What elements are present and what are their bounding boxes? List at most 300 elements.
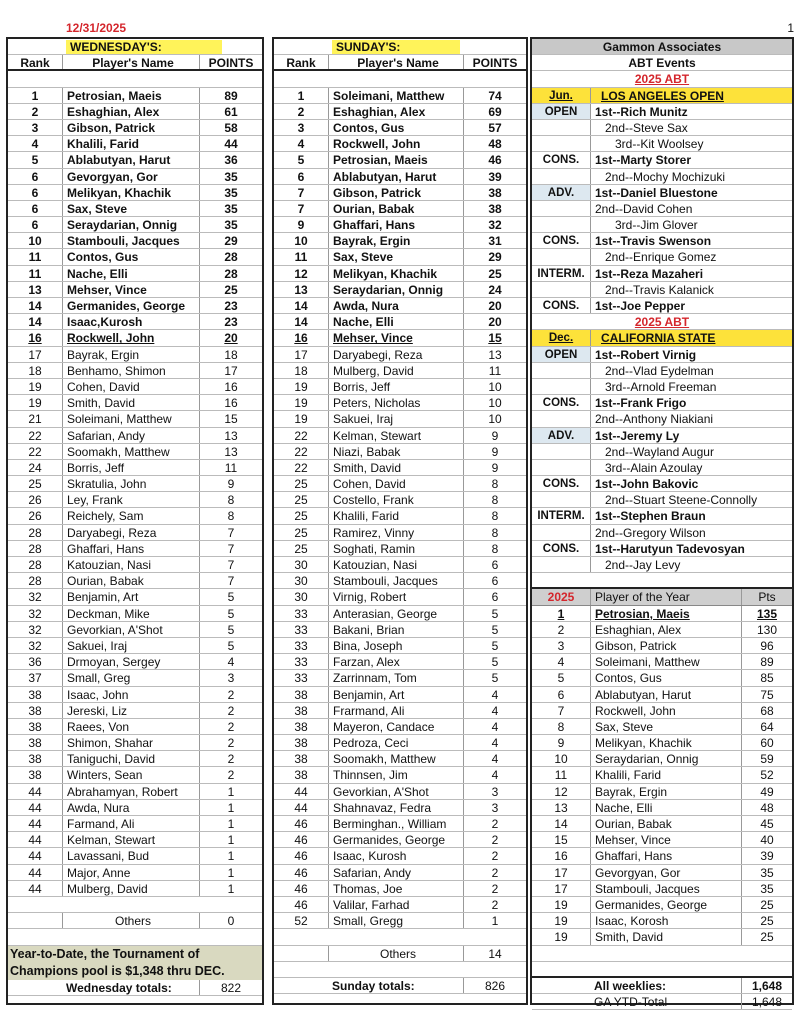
points-cell: 6 <box>491 558 499 572</box>
event-result-row <box>532 395 792 411</box>
table-row <box>8 573 262 589</box>
result-text: 1st--Stephen Braun <box>595 509 706 524</box>
table-row <box>274 136 526 152</box>
event-result-row <box>532 282 792 298</box>
player-name: Abrahamyan, Robert <box>63 784 200 799</box>
rank-cell: 13 <box>274 282 329 297</box>
table-row <box>274 185 526 201</box>
poy-name: Eshaghian, Alex <box>591 622 742 637</box>
player-name: Benjamin, Art <box>329 687 464 702</box>
table-row <box>274 298 526 314</box>
points-cell: 25 <box>224 282 238 297</box>
rank-cell: 46 <box>274 897 329 912</box>
player-name: Frarmand, Ali <box>329 703 464 718</box>
event-name: LOS ANGELES OPEN <box>601 88 724 103</box>
event-year-row <box>532 71 792 87</box>
points-cell: 7 <box>227 541 235 556</box>
table-row <box>274 687 526 703</box>
table-row <box>274 152 526 168</box>
name-header: Player's Name <box>63 55 200 69</box>
sunday-others-row <box>274 946 526 962</box>
rank-cell: 22 <box>8 444 63 459</box>
poy-rank: 17 <box>532 881 591 896</box>
points-cell: 1 <box>227 817 235 831</box>
rank-cell: 1 <box>8 88 63 103</box>
player-name: Peters, Nicholas <box>329 395 464 410</box>
event-header-row <box>532 330 792 346</box>
poy-rank: 17 <box>532 865 591 880</box>
points-header: POINTS <box>472 56 518 71</box>
player-name: Daryabegi, Reza <box>63 525 200 540</box>
table-row <box>274 314 526 330</box>
event-result-row <box>532 152 792 168</box>
player-name: Seraydarian, Onnig <box>63 217 200 232</box>
event-result-row <box>532 508 792 524</box>
player-name: Katouzian, Nasi <box>63 557 200 572</box>
division-label <box>532 282 591 297</box>
table-row <box>8 848 262 864</box>
points-cell: 61 <box>224 104 238 119</box>
gammon-panel <box>530 37 794 1010</box>
rank-cell: 12 <box>274 266 329 281</box>
rank-cell: 19 <box>274 379 329 394</box>
points-cell: 7 <box>227 525 235 540</box>
table-row <box>274 379 526 395</box>
rank-cell: 37 <box>8 670 63 685</box>
table-row <box>8 589 262 605</box>
rank-cell: 28 <box>8 557 63 572</box>
rank-cell: 19 <box>274 395 329 410</box>
poy-points: 96 <box>760 638 774 653</box>
points-cell: 58 <box>224 120 238 135</box>
result-text: 1st--Rich Munitz <box>595 104 688 119</box>
poy-name: Ablabutyan, Harut <box>591 687 742 702</box>
rank-cell: 38 <box>8 719 63 734</box>
player-name: Thomas, Joe <box>329 881 464 896</box>
player-name: Ghaffari, Hans <box>329 217 464 232</box>
table-row <box>8 136 262 152</box>
rank-cell: 38 <box>8 735 63 750</box>
poy-name: Gibson, Patrick <box>591 638 742 653</box>
poy-points: 48 <box>760 800 774 815</box>
rank-cell: 25 <box>274 492 329 507</box>
table-row <box>274 767 526 783</box>
poy-row <box>532 784 792 800</box>
rank-cell: 10 <box>8 233 63 248</box>
poy-header <box>532 589 792 605</box>
rank-header: Rank <box>8 55 63 69</box>
division-label <box>532 460 591 475</box>
rank-cell: 30 <box>274 589 329 604</box>
result-text: 2nd--Gregory Wilson <box>595 525 706 540</box>
player-name: Soleimani, Matthew <box>329 88 464 103</box>
player-name: Bakani, Brian <box>329 622 464 637</box>
rank-cell: 16 <box>8 330 63 345</box>
ytd-line-2: Champions pool is $1,348 thru DEC. <box>8 963 262 980</box>
rank-cell: 19 <box>8 395 63 410</box>
poy-name: Germanides, George <box>591 897 742 912</box>
rank-cell: 46 <box>274 832 329 847</box>
table-row <box>274 654 526 670</box>
points-cell: 11 <box>488 363 502 378</box>
gammon-title: Gammon Associates <box>602 40 722 54</box>
result-text: 1st--Jeremy Ly <box>595 428 680 443</box>
points-cell: 69 <box>488 104 502 119</box>
rank-cell: 7 <box>274 201 329 216</box>
event-result-row <box>532 541 792 557</box>
points-cell: 2 <box>491 833 499 848</box>
division-label <box>532 201 591 216</box>
points-cell: 8 <box>491 509 499 524</box>
table-row <box>8 169 262 185</box>
poy-points: 89 <box>760 655 774 670</box>
poy-row <box>532 735 792 751</box>
points-cell: 20 <box>488 299 502 313</box>
points-cell: 2 <box>491 881 499 896</box>
player-name: Virnig, Robert <box>329 589 464 604</box>
points-cell: 4 <box>227 655 235 670</box>
points-cell: 1 <box>227 800 235 815</box>
rank-cell: 14 <box>8 298 63 313</box>
table-row <box>274 217 526 233</box>
rank-cell: 38 <box>8 703 63 718</box>
division-label: ADV. <box>532 185 591 200</box>
rank-cell: 28 <box>8 525 63 540</box>
player-name: Rockwell, John <box>63 330 200 345</box>
table-row <box>274 751 526 767</box>
poy-row <box>532 913 792 929</box>
rank-cell: 25 <box>274 541 329 556</box>
rank-cell: 25 <box>274 508 329 523</box>
player-name: Costello, Frank <box>329 492 464 507</box>
poy-rank: 2 <box>532 622 591 637</box>
rank-cell: 28 <box>8 573 63 588</box>
division-label: INTERM. <box>532 266 591 281</box>
player-name: Zarrinnam, Tom <box>329 670 464 685</box>
player-name: Gibson, Patrick <box>329 185 464 200</box>
poy-name: Gevorgyan, Gor <box>591 865 742 880</box>
table-row <box>274 460 526 476</box>
table-row <box>8 800 262 816</box>
poy-row <box>532 865 792 881</box>
rank-cell: 32 <box>8 638 63 653</box>
points-cell: 2 <box>491 865 499 880</box>
player-name: Berminghan., William <box>329 816 464 831</box>
wednesday-rows <box>8 88 262 897</box>
poy-name: Ghaffari, Hans <box>591 848 742 863</box>
ytd-total-label: GA YTD-Total <box>532 994 742 1009</box>
table-row <box>8 104 262 120</box>
points-cell: 20 <box>224 331 238 346</box>
rank-cell: 33 <box>274 670 329 685</box>
player-name: Cohen, David <box>329 476 464 491</box>
table-row <box>8 784 262 800</box>
poy-rows <box>532 606 792 946</box>
table-row <box>274 541 526 557</box>
poy-rank: 4 <box>532 654 591 669</box>
table-row <box>8 120 262 136</box>
poy-row <box>532 719 792 735</box>
rank-cell: 25 <box>8 476 63 491</box>
player-name: Smith, David <box>329 460 464 475</box>
division-label <box>532 217 591 232</box>
poy-points: 35 <box>760 881 774 896</box>
player-name: Benjamin, Art <box>63 589 200 604</box>
poy-name: Sax, Steve <box>591 719 742 734</box>
points-cell: 38 <box>488 185 502 200</box>
table-row <box>8 816 262 832</box>
points-cell: 5 <box>227 638 235 653</box>
table-row <box>274 865 526 881</box>
rank-cell: 46 <box>274 881 329 896</box>
poy-rank: 14 <box>532 816 591 831</box>
spacer-row <box>532 946 792 962</box>
points-cell: 18 <box>224 347 238 362</box>
player-name: Stambouli, Jacques <box>63 233 200 248</box>
points-cell: 31 <box>488 234 502 249</box>
points-cell: 2 <box>491 817 499 831</box>
poy-rank: 10 <box>532 751 591 766</box>
table-row <box>274 913 526 929</box>
player-name: Deckman, Mike <box>63 606 200 621</box>
rank-cell: 2 <box>8 104 63 119</box>
table-row <box>274 606 526 622</box>
rank-cell: 44 <box>8 848 63 863</box>
rank-cell: 14 <box>274 298 329 313</box>
points-cell: 23 <box>224 315 238 330</box>
player-name: Gevorgyan, Gor <box>63 169 200 184</box>
rank-cell: 7 <box>274 185 329 200</box>
poy-points: 35 <box>760 865 774 880</box>
rank-cell: 33 <box>274 638 329 653</box>
poy-points: 64 <box>760 719 774 734</box>
table-row <box>274 428 526 444</box>
table-row <box>8 654 262 670</box>
rank-cell: 30 <box>274 573 329 588</box>
wednesday-title: WEDNESDAY'S: <box>66 40 222 54</box>
table-row <box>274 800 526 816</box>
event-result-row <box>532 233 792 249</box>
table-row <box>8 687 262 703</box>
poy-rank: 15 <box>532 832 591 847</box>
player-name: Germanides, George <box>329 832 464 847</box>
points-cell: 4 <box>491 719 499 734</box>
rank-cell: 14 <box>8 314 63 329</box>
player-name: Isaac, John <box>63 687 200 702</box>
points-cell: 2 <box>227 719 235 734</box>
all-weeklies-row <box>532 978 792 994</box>
player-name: Major, Anne <box>63 865 200 880</box>
rank-cell: 4 <box>274 136 329 151</box>
points-cell: 9 <box>227 477 235 492</box>
points-cell: 1 <box>227 881 235 896</box>
division-label <box>532 492 591 507</box>
poy-rank: 19 <box>532 929 591 944</box>
player-name: Taniguchi, David <box>63 751 200 766</box>
poy-name: Petrosian, Maeis <box>591 606 742 621</box>
sunday-rows <box>274 88 526 930</box>
rank-cell: 6 <box>274 169 329 184</box>
wednesday-column-header <box>8 55 262 71</box>
points-cell: 15 <box>224 412 238 427</box>
rank-cell: 44 <box>274 784 329 799</box>
table-row <box>8 217 262 233</box>
points-cell: 2 <box>227 768 235 783</box>
poy-points: 75 <box>760 687 774 702</box>
table-row <box>8 88 262 104</box>
points-cell: 9 <box>491 460 499 475</box>
result-text: 2nd--Stuart Steene-Connolly <box>605 493 758 508</box>
player-name: Small, Gregg <box>329 913 464 928</box>
division-label <box>532 411 591 426</box>
division-label: CONS. <box>532 476 591 491</box>
top-bar <box>6 20 794 36</box>
result-text: 2nd--Steve Sax <box>605 120 688 135</box>
report-date: 12/31/2025 <box>66 21 127 35</box>
others-points: 14 <box>488 946 502 961</box>
table-row <box>8 557 262 573</box>
player-name: Ourian, Babak <box>329 201 464 216</box>
points-cell: 10 <box>488 379 502 394</box>
others-label: Others <box>63 913 200 928</box>
division-label <box>532 379 591 394</box>
table-row <box>274 573 526 589</box>
poy-row <box>532 816 792 832</box>
sunday-column-header <box>274 55 526 71</box>
table-row <box>8 330 262 346</box>
division-label: OPEN <box>532 104 591 119</box>
player-name: Ablabutyan, Harut <box>329 169 464 184</box>
division-label <box>532 169 591 184</box>
points-cell: 5 <box>227 606 235 621</box>
rank-cell: 6 <box>8 169 63 184</box>
division-label: CONS. <box>532 395 591 410</box>
rank-cell: 4 <box>8 136 63 151</box>
player-name: Eshaghian, Alex <box>329 104 464 119</box>
player-name: Benhamo, Shimon <box>63 363 200 378</box>
result-text: 1st--Joe Pepper <box>595 299 686 313</box>
points-header: POINTS <box>208 56 254 71</box>
rank-cell: 19 <box>274 411 329 426</box>
table-row <box>8 298 262 314</box>
points-cell: 15 <box>488 331 502 346</box>
points-cell: 8 <box>227 493 235 508</box>
wednesday-others-row <box>8 913 262 929</box>
points-cell: 9 <box>491 444 499 459</box>
result-text: 1st--Marty Storer <box>595 153 692 168</box>
points-cell: 13 <box>488 347 502 362</box>
points-cell: 48 <box>488 137 502 152</box>
division-label <box>532 525 591 540</box>
player-name: Khalili, Farid <box>63 136 200 151</box>
player-name: Small, Greg <box>63 670 200 685</box>
points-cell: 8 <box>491 477 499 492</box>
poy-rank: 12 <box>532 784 591 799</box>
poy-name: Isaac, Korosh <box>591 913 742 928</box>
table-row <box>274 266 526 282</box>
rank-header: Rank <box>274 55 329 69</box>
result-text: 1st--Reza Mazaheri <box>595 266 704 281</box>
table-row <box>274 330 526 346</box>
points-cell: 7 <box>227 558 235 572</box>
rank-cell: 44 <box>8 800 63 815</box>
points-cell: 8 <box>227 509 235 524</box>
rank-cell: 44 <box>8 832 63 847</box>
poy-name: Contos, Gus <box>591 670 742 685</box>
player-name: Skratulia, John <box>63 476 200 491</box>
spacer-row <box>8 897 262 913</box>
poy-rank: 13 <box>532 800 591 815</box>
division-label: CONS. <box>532 233 591 248</box>
poy-rank: 19 <box>532 897 591 912</box>
player-name: Bina, Joseph <box>329 638 464 653</box>
division-label: CONS. <box>532 152 591 167</box>
poy-points: 85 <box>760 671 774 686</box>
points-cell: 2 <box>227 703 235 718</box>
table-row <box>8 233 262 249</box>
points-cell: 5 <box>227 590 235 605</box>
rank-cell: 46 <box>274 865 329 880</box>
all-weeklies-value: 1,648 <box>751 978 783 993</box>
points-cell: 57 <box>488 120 502 135</box>
poy-row <box>532 881 792 897</box>
table-row <box>8 266 262 282</box>
player-name: Bayrak, Ergin <box>63 347 200 362</box>
player-name: Borris, Jeff <box>63 460 200 475</box>
player-name: Ablabutyan, Harut <box>63 152 200 167</box>
result-text: 1st--John Bakovic <box>595 477 699 492</box>
poy-name: Mehser, Vince <box>591 832 742 847</box>
player-name: Kelman, Stewart <box>63 832 200 847</box>
table-row <box>274 249 526 265</box>
table-row <box>274 703 526 719</box>
table-row <box>274 832 526 848</box>
player-name: Seraydarian, Onnig <box>329 282 464 297</box>
player-name: Katouzian, Nasi <box>329 557 464 572</box>
points-cell: 17 <box>224 363 238 378</box>
spacer-row <box>532 962 792 978</box>
table-row <box>274 816 526 832</box>
table-row <box>8 201 262 217</box>
table-row <box>8 282 262 298</box>
rank-cell: 26 <box>8 508 63 523</box>
player-name: Awda, Nura <box>63 800 200 815</box>
result-text: 1st--Robert Virnig <box>595 347 697 362</box>
poy-rank: 7 <box>532 703 591 718</box>
points-cell: 35 <box>224 218 238 233</box>
poy-points: 68 <box>760 703 774 718</box>
rank-cell: 19 <box>8 379 63 394</box>
player-name: Shahnavaz, Fedra <box>329 800 464 815</box>
poy-rank: 16 <box>532 848 591 863</box>
player-name: Farmand, Ali <box>63 816 200 831</box>
poy-name: Nache, Elli <box>591 800 742 815</box>
points-cell: 5 <box>491 671 499 686</box>
player-name: Safarian, Andy <box>63 428 200 443</box>
division-label <box>532 444 591 459</box>
poy-row <box>532 703 792 719</box>
player-name: Petrosian, Maeis <box>63 88 200 103</box>
poy-points: 25 <box>760 930 774 945</box>
event-result-row <box>532 266 792 282</box>
player-name: Ley, Frank <box>63 492 200 507</box>
table-row <box>8 703 262 719</box>
event-result-row <box>532 298 792 314</box>
table-row <box>274 411 526 427</box>
player-name: Jereski, Liz <box>63 703 200 718</box>
ytd-line-1: Year-to-Date, the Tournament of <box>8 946 262 963</box>
table-row <box>274 622 526 638</box>
